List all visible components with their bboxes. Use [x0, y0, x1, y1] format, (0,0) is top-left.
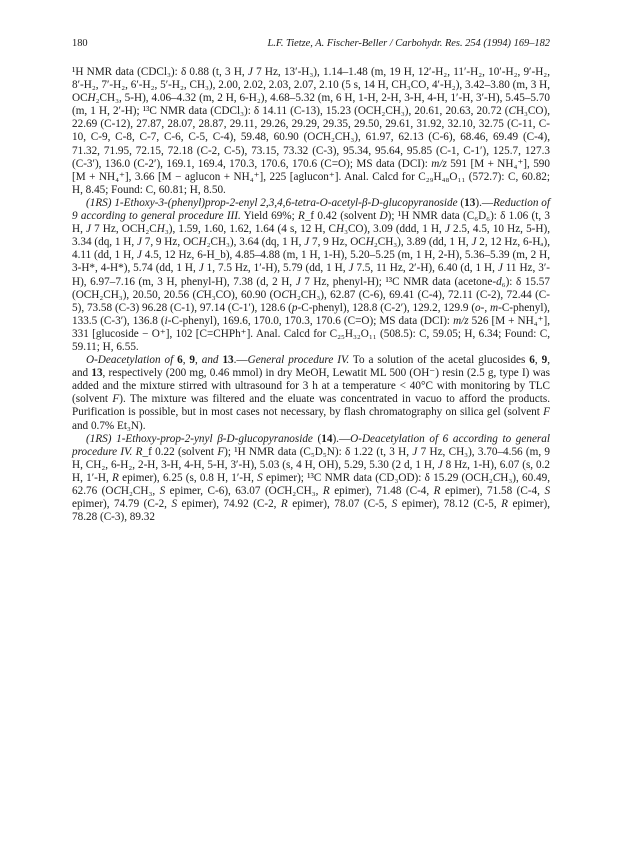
text-run: H₂CH₃), 61.97, 62.13 (C-6), 68.46, 69.49 (C-4), 71.32, 71.95, 72.15, 72.18 (C-2, C-5), 73.15, 73.32 (C-3), 95.34, 95.64, 95.85 (C-1, C-1′), 125.7, 127.3 (C-3′), 136.0 (C-2′), 169.1, 169.4, 170.3, 170.6, 170.6 (C=O); MS data (DCI): [72, 131, 550, 170]
text-run: S [391, 498, 398, 511]
text-run: epimer), 78.07 (C-5, [287, 498, 392, 511]
text-run: -C-phenyl), 128.8 (C-2′), 129.2, 129.9 ( [297, 301, 476, 314]
text-run: _f 0.42 (solvent [304, 210, 380, 223]
text-run: J [295, 275, 301, 288]
text-run: m [490, 301, 499, 314]
paragraph-nmr-data [72, 66, 550, 197]
text-run: H [335, 223, 345, 236]
text-run: ).— [475, 196, 494, 209]
text-run: J [198, 262, 204, 275]
text-run: S [257, 471, 263, 484]
text-run: 11 Hz, 3′-H), 6.97–7.16 (m, 3 H, phenyl-H), 7.38 (d, 2 H, [72, 262, 550, 288]
text-run: epimer), 74.92 (C-2, [177, 498, 281, 511]
text-run: , [195, 354, 202, 367]
text-run: , and [72, 354, 550, 380]
text-run: C [492, 471, 501, 484]
text-run: H₃), 60.49, 62.76 (O [72, 471, 550, 497]
text-run: and [201, 354, 219, 367]
text-run: 526 [M + NH₄⁺], 331 [glucoside − O⁺], 102 [C=CHPh⁺]. Anal. Calcd for C₂₅H₃₂O₁₁ (508.5): C, 59.05; H, 6.34; Found: C, 59.11; H, 6.55. [72, 314, 551, 353]
text-run: 591 [M + NH₄⁺], 590 [M + NH₄⁺], 3.66 [M − aglucon + NH₄⁺], 225 [aglucon⁺]. Anal. Calcd for C₂₉H₄₈O₁₁ (572.7): C, 60.82; H, 8.45; Found: C, 60.81; H, 8.50. [72, 157, 550, 196]
text-run: ¹H NMR data (CDCl₃): δ 0.88 (t, 3 H, [72, 66, 248, 78]
text-run: To a solution of the acetal glucosides [349, 354, 530, 367]
text-run: 14 [321, 432, 333, 445]
text-run: 9 [189, 354, 196, 367]
text-run: 6 [529, 354, 535, 367]
text-run: H₂CH₃, [284, 485, 323, 497]
text-run: J [412, 445, 418, 458]
text-run: H [156, 223, 165, 236]
text-run: and 0.7% Et₃N). [72, 419, 146, 432]
text-run: _f 0.22 (solvent [142, 445, 218, 458]
text-run: Reduction of 9 according to general procedure III. [72, 196, 550, 223]
page-header [72, 38, 550, 54]
text-run: H₂CH₃, [120, 485, 160, 497]
text-run: S [171, 498, 178, 511]
text-run: m/z [453, 314, 469, 327]
text-run: ).— [332, 432, 351, 445]
text-run: i [164, 314, 168, 327]
text-run: ); ¹H NMR data (C₆D₆): δ 1.06 (t, 3 H, [72, 210, 550, 236]
text-run: D [379, 210, 388, 223]
text-run: H₂CH₃), 62.87 (C-6), 69.41 (C-4), 72.11 (C-2), 72.44 (C-5), 73.58 (C-3) 96.28 (C-1), 97.14 (C-1′), 128.6 ( [72, 288, 550, 314]
text-run: C [315, 131, 323, 144]
text-run: , respectively (200 mg, 0.46 mmol) in dry MeOH, Lewatit ML 500 (OH⁻) resin (2.5 g, type I) was added and the mixture stirred with ultrasound for 3 h at a temperature < 40°C with monitoring by TLC (solvent [72, 367, 550, 406]
text-run: 7, 9 Hz, OC [309, 236, 366, 249]
text-run: 7, 9 Hz, OC [141, 236, 199, 249]
paragraph-compound-13 [72, 197, 550, 354]
text-run: m/z [431, 157, 447, 170]
text-run: (1RS) 1-Ethoxy-3-(phenyl)prop-2-enyl 2,3,4,6-tetra-O-acetyl-β-D-glucopyranoside [86, 196, 458, 209]
text-run: H₃CO), 22.69 (C-12), 27.87, 28.07, 28.87, 29.11, 29.26, 29.29, 29.35, 29.50, 29.61, 31.92, 32.10, 32.75 (C-11, C-10, C-9, C-8, C-7, C-6, C-5, C-4), 59.48, 60.90 (O [72, 105, 550, 144]
text-run: epimer), 6.25 (s, 0.8 H, 1′-H, [118, 471, 258, 484]
text-run: 4.5, 12 Hz, 6-H_b), 4.85–4.88 (m, 1 H, 1-H), 5.20–5.25 (m, 1 H, 2-H), 5.36–5.39 (m, 2 H, 3-H*, 4-H*), 5.74 (dd, 1 H, [72, 249, 550, 275]
text-run: ₂CH₃), 3.89 (dd, 1 H, [373, 236, 472, 249]
text-run: R [280, 498, 288, 511]
text-run: General procedure IV. [247, 354, 350, 367]
text-run: F [112, 393, 120, 406]
text-run: (1RS) 1-Ethoxy-prop-2-ynyl β-D-glucopyranoside [86, 432, 313, 445]
text-run: epimer); ¹³C NMR data (CD₃OD): δ 15.29 (OCH₂ [262, 471, 493, 484]
text-run: , [534, 354, 542, 367]
text-run: 7 Hz, phenyl-H); ¹³C NMR data (acetone- [300, 275, 497, 288]
text-run: ₃CO), 3.09 (ddd, 1 H, [344, 223, 445, 236]
text-run: R [433, 485, 441, 497]
text-run: -, [480, 301, 490, 314]
text-run: epimer), 71.58 (C-4, [440, 485, 545, 497]
text-run: 7 Hz, 13′-H₃), 1.14–1.48 (m, 19 H, 12′-H₂, 11′-H₂, 10′-H₂, 9′-H₂, 8′-H₂, 7′-H₂, 6′-H₂, 5′-H₂, CH₃), 2.00, 2.02, 2.03, 2.07, 2.10 (5 s, 14 H, CH₃CO, 4′-H₂), 3.42–3.80 (m, 3 H, OC [72, 66, 551, 105]
text-run: .— [233, 354, 248, 367]
text-run: ( [457, 196, 465, 209]
text-run: J [247, 66, 253, 78]
text-run: -C-phenyl), 169.6, 170.0, 170.3, 170.6 (C=O); MS data (DCI): [167, 314, 454, 327]
text-run: ). The mixture was filtered and the eluate was concentrated in vacuo to afford the products. Purification is possible, but in most cases not necessary, by flash chromatography on silica gel (solvent [72, 393, 550, 419]
text-run: F [543, 406, 550, 419]
text-run: J [136, 236, 142, 249]
text-run: 7.5, 11 Hz, 2′-H), 6.40 (d, 1 H, [353, 262, 498, 275]
text-run: 7 Hz, OCH₂C [90, 223, 157, 236]
text-run: ₂CH₃, 5-H), 4.06–4.32 (m, 2 H, 6-H₂), 4.68–5.32 (m, 6 H, 1-H, 2-H, 3-H, 4-H, 1′-H, 3′-H), 5.45–5.70 (m, 1 H, 2′-H); ¹³C NMR data (CDCl₃): δ 14.11 (C-13), 15.23 (OCH₂CH₃), 20.61, 20.63, 20.72 ( [72, 92, 550, 118]
text-run: J [444, 223, 450, 236]
text-run: O-Deacetylation of [86, 354, 178, 367]
text-run: H₃CO), 60.90 (O [203, 288, 282, 301]
text-run: C [508, 105, 516, 118]
text-run: ( [312, 432, 322, 445]
article-body [72, 66, 550, 524]
text-run: R [501, 498, 508, 511]
text-run: J [471, 236, 477, 249]
text-run: 1, 7.5 Hz, 1′-H), 5.79 (dd, 1 H, [203, 262, 349, 275]
text-run: R [135, 445, 143, 458]
text-run: 7 Hz, CH₃), 3.70–4.56 (m, 9 H, CH₂, 6-H₂, 2-H, 3-H, 4-H, 5-H, 3′-H), 5.03 (s, 4 H, OH), 5.29, 5.30 (2 d, 1 H, [72, 445, 551, 471]
text-run: o [475, 301, 481, 314]
running-head: L.F. Tietze, A. Fischer-Beller / Carbohydr. Res. 254 (1994) 169–182 [267, 38, 550, 49]
text-run: ₂CH₃), 3.64 (dq, 1 H, [206, 236, 305, 249]
page-number: 180 [72, 38, 88, 49]
text-run: epimer), 78.28 (C-3), 89.32 [72, 498, 551, 524]
text-run: epimer, C-6), 63.07 (O [165, 485, 277, 497]
text-run: R [297, 210, 305, 223]
text-run: J [348, 262, 354, 275]
text-run: p [291, 301, 298, 314]
text-run: -C-phenyl), 133.5 (C-3′), 136.8 ( [72, 301, 550, 327]
text-run: d [496, 275, 502, 288]
text-run: O-Deacetylation of 6 according to general procedure IV. [72, 432, 550, 458]
text-run: C [113, 485, 121, 497]
paragraph-procedure-iv [72, 354, 550, 433]
text-run: H [365, 236, 374, 249]
text-run: R [112, 471, 119, 484]
text-run: ); ¹H NMR data (C₅D₅N): δ 1.22 (t, 3 H, [224, 445, 413, 458]
text-run: 9 [541, 354, 548, 367]
text-run: J [497, 262, 503, 275]
text-run: S [544, 485, 551, 497]
text-run: 13 [222, 354, 234, 367]
text-run: S [159, 485, 166, 497]
text-run: C [276, 485, 285, 497]
text-run: J [304, 236, 310, 249]
text-run: C [281, 288, 289, 301]
text-run: 2, 12 Hz, 6-Hₐ), 4.11 (dd, 1 H, [72, 236, 551, 262]
paragraph-compound-14 [72, 433, 550, 525]
text-run: 13 [464, 196, 476, 209]
text-run: C [196, 288, 204, 301]
text-run: H [198, 236, 207, 249]
text-run: ₆): δ 15.57 (OCH₂CH₃), 20.50, 20.56 ( [72, 275, 550, 301]
text-run: 2.5, 4.5, 10 Hz, 5-H), 3.34 (dq, 1 H, [72, 223, 550, 249]
text-run: J [136, 249, 142, 262]
text-run: J [86, 223, 91, 236]
text-run: 8 Hz, 1-H), 6.07 (s, 0.2 H, 1′-H, [72, 458, 551, 484]
text-run: epimer), 71.48 (C-4, [329, 485, 434, 497]
text-run: ₃), 1.59, 1.60, 1.62, 1.64 (4 s, 12 H, C [164, 223, 336, 236]
text-run: epimer), 74.79 (C-2, [72, 498, 172, 511]
text-run: Yield 69%; [240, 210, 298, 223]
text-run: , [182, 354, 190, 367]
text-run: epimer), 78.12 (C-5, [397, 498, 502, 511]
text-run: J [437, 458, 443, 471]
text-run: 13 [91, 367, 103, 380]
text-run: R [322, 485, 330, 497]
text-run: F [217, 445, 225, 458]
text-run: H [87, 92, 96, 105]
text-run: 6 [177, 354, 183, 367]
